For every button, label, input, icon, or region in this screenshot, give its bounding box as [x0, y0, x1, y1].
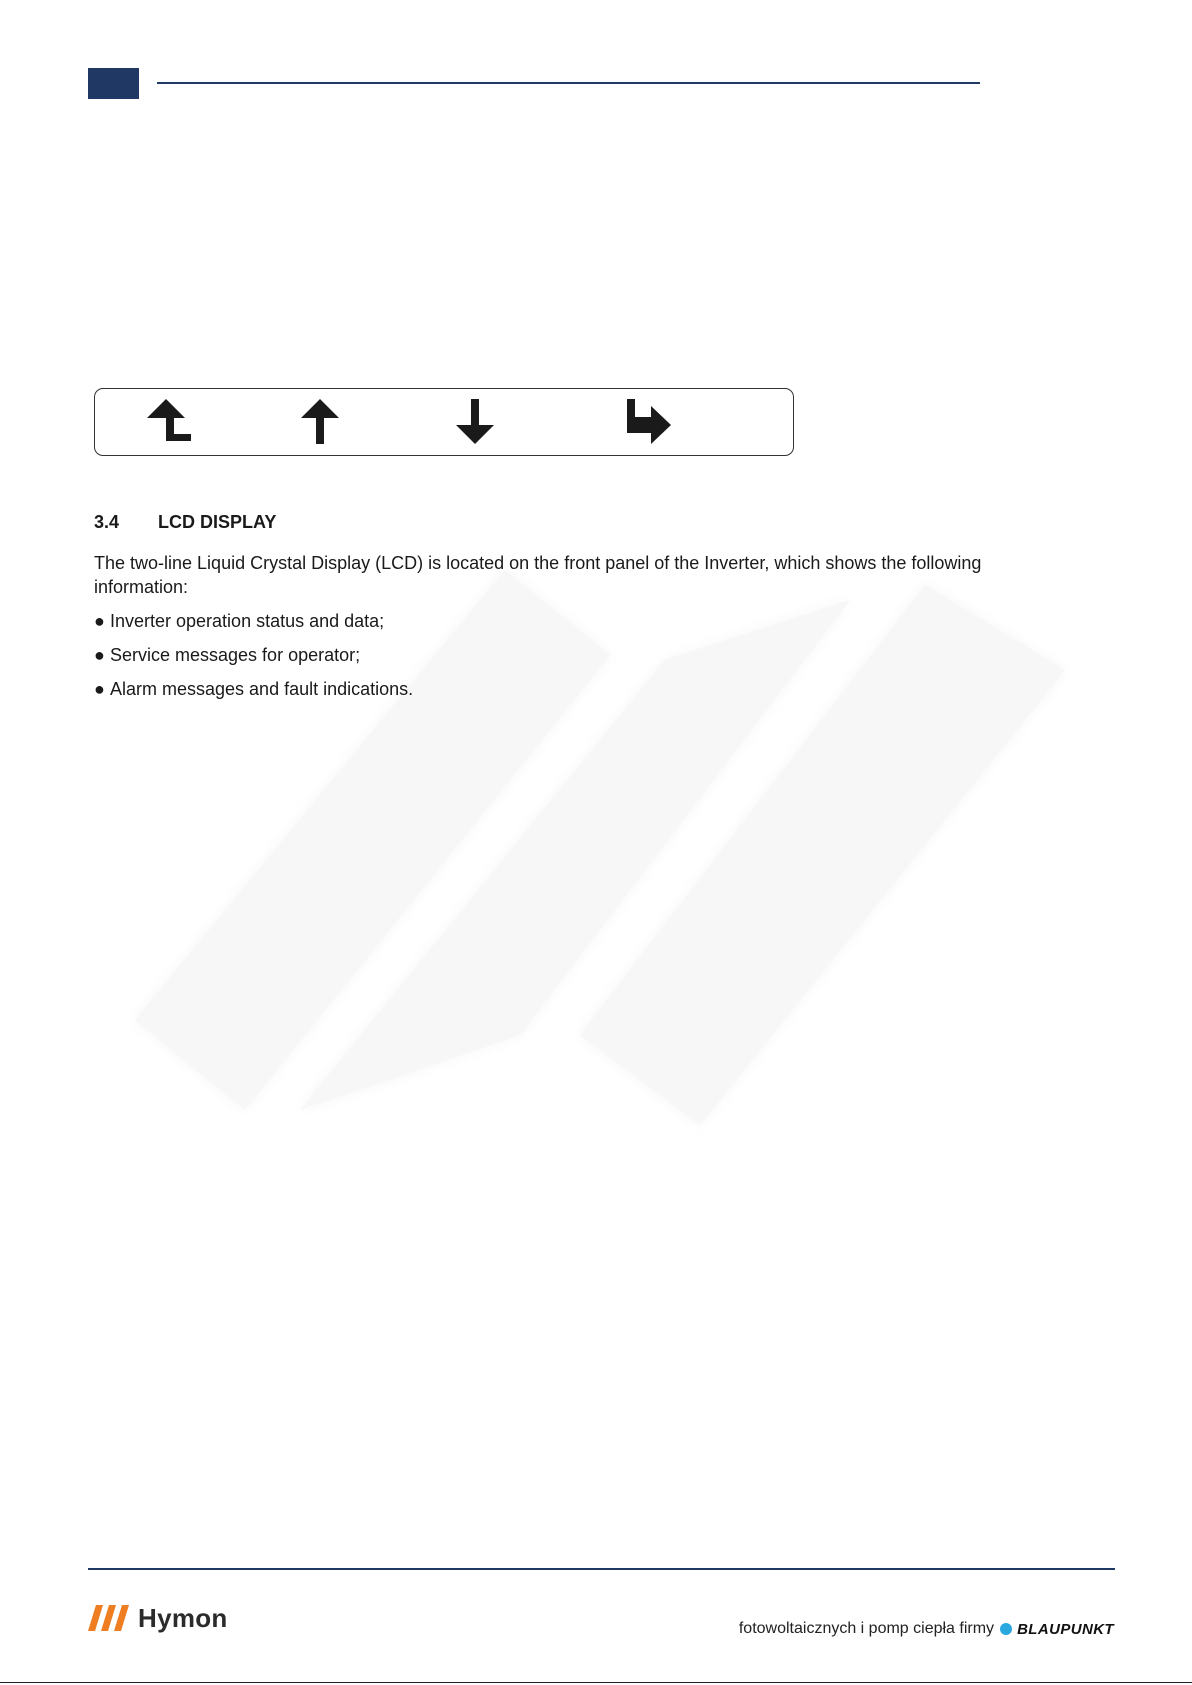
footer-tagline — [739, 1620, 1114, 1638]
section-title: LCD DISPLAY — [158, 512, 277, 532]
bullet-icon: ● — [94, 679, 105, 699]
page-bottom-rule — [0, 1682, 1192, 1683]
enter-key[interactable] — [625, 397, 675, 449]
header-rule — [157, 82, 980, 84]
header-tab — [88, 68, 139, 99]
bullet-icon: ● — [94, 645, 105, 665]
info-list — [94, 609, 413, 711]
list-item: ● Alarm messages and fault indications. — [94, 679, 414, 699]
list-item: ● Inverter operation status and data; — [94, 611, 385, 631]
section-heading — [94, 512, 276, 533]
hymon-stripes-icon — [88, 1605, 130, 1631]
intro-paragraph: The two-line Liquid Crystal Display (LCD) is located on the front panel of the Inverter, which shows the following information: — [94, 553, 982, 597]
bullet-icon: ● — [94, 611, 105, 631]
tagline-text: fotowoltaicznych i pomp ciepła firmy — [738, 1620, 995, 1637]
footer-rule — [88, 1568, 1115, 1570]
brand-name: Hymon — [138, 1602, 228, 1633]
section-number: 3.4 — [94, 512, 120, 532]
control-keys-panel — [94, 388, 794, 456]
arrow-return-up-icon — [147, 397, 197, 449]
list-item: ● Service messages for operator; — [94, 645, 361, 665]
escape-key[interactable] — [147, 397, 197, 449]
up-key[interactable] — [295, 397, 345, 449]
arrow-up-icon — [295, 397, 345, 449]
down-key[interactable] — [450, 397, 500, 449]
blaupunkt-dot-icon — [1000, 1623, 1012, 1635]
hymon-logo — [88, 1600, 228, 1636]
arrow-enter-icon — [625, 397, 675, 449]
blaupunkt-logo: BLAUPUNKT — [1017, 1620, 1114, 1638]
arrow-down-icon — [450, 397, 500, 449]
